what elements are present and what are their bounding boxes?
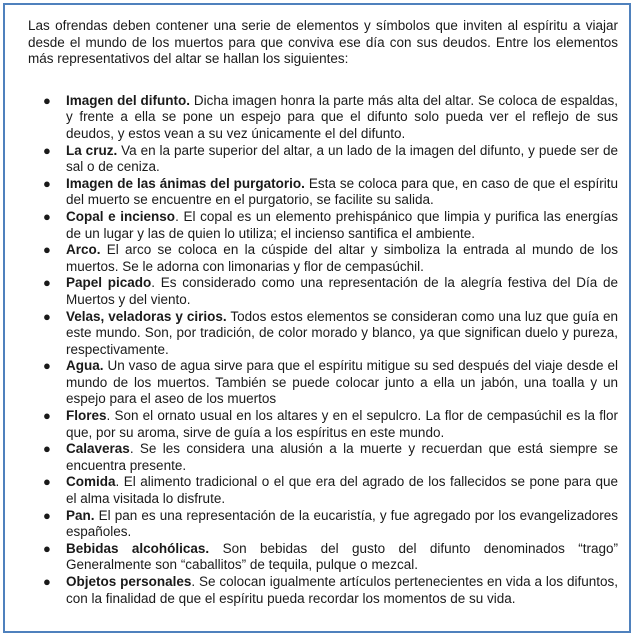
item-term: La cruz. (66, 142, 118, 158)
list-item (43, 358, 618, 408)
item-text: . El alimento tradicional o el que era del agrado de los fallecidos se pone para que el alma visitada lo disfrute. (66, 474, 618, 507)
item-text: . Se colocan igualmente artículos pertenecientes en vida a los difuntos, con la finalidad de que el espíritu pueda recordar los momentos de su vida. (66, 574, 618, 606)
list-item (43, 208, 618, 242)
bullet-icon: ● (43, 408, 51, 424)
list-item (43, 441, 618, 474)
list-item (43, 275, 619, 308)
bullet-icon: ● (43, 92, 51, 108)
list-item (43, 474, 618, 507)
list-item (43, 308, 618, 359)
item-term: Agua. (66, 358, 104, 374)
bullet-icon: ● (43, 441, 51, 457)
item-term: Velas, veladoras y cirios. (66, 308, 227, 324)
item-text: Son bebidas del gusto del difunto denominados “trago” Generalmente son “caballitos” de tequila, pulque o mezcal. (66, 540, 618, 573)
bullet-icon: ● (43, 540, 51, 556)
item-text: Todos estos elementos se consideran como una luz que guía en este mundo. Son, por tradición, de color morado y blanco, ya que significan duelo y pureza, respectivamente. (66, 308, 618, 357)
list-item (43, 242, 618, 275)
bullet-icon: ● (43, 142, 51, 158)
item-term: Imagen de las ánimas del purgatorio. (66, 175, 305, 191)
item-term: Imagen del difunto. (66, 92, 191, 108)
item-text: El pan es una representación de la eucaristía, y fue agregado por los evangelizadores españoles. (66, 507, 618, 540)
bullet-icon: ● (43, 242, 51, 258)
item-text: . El copal es un elemento prehispánico que limpia y purifica las energías de un lugar y las de quien lo utiliza; el incienso santifica el ambiente. (66, 208, 618, 241)
item-text: El arco se coloca en la cúspide del altar y simboliza la entrada al mundo de los muertos. Se le adorna con limonarias y flor de cempasúchil. (66, 242, 618, 274)
bullet-icon: ● (43, 275, 51, 291)
item-term: Papel picado (66, 275, 152, 291)
list-item (43, 540, 618, 574)
item-text: Un vaso de agua sirve para que el espíritu mitigue su sed después del viaje desde el mundo de los muertos. También se puede colocar junto a ella un jabón, una toalla y un espejo para el aseo de los muertos (66, 358, 618, 407)
item-term: Pan. (66, 507, 95, 523)
bullet-icon: ● (43, 507, 51, 523)
bullet-icon: ● (43, 208, 51, 224)
bullet-icon: ● (43, 308, 51, 324)
item-text: Va en la parte superior del altar, a un lado de la imagen del difunto, y puede ser de sal o de ceniza. (66, 142, 618, 175)
list-item (43, 142, 618, 176)
bullet-icon: ● (43, 358, 51, 374)
item-text: Dicha imagen honra la parte más alta del altar. Se coloca de espaldas, y frente a ella se pone un espejo para que el difunto solo pueda ver el reflejo de sus deudos, y estos vean a su vez únicamente el del difunto. (66, 92, 618, 141)
bullet-icon: ● (43, 574, 51, 589)
item-term: Arco. (66, 242, 101, 258)
item-text: . Son el ornato usual en los altares y en el sepulcro. La flor de cempasúchil es la flor que, por su aroma, sirve de guía a los espíritus en este mundo. (66, 408, 618, 440)
item-term: Flores (66, 408, 107, 424)
list-item (43, 175, 618, 209)
list-item (43, 574, 618, 607)
document-body (28, 18, 618, 607)
list-item (43, 408, 618, 441)
item-term: Comida (66, 474, 116, 490)
list-item (43, 507, 618, 541)
item-term: Calaveras (66, 441, 130, 457)
item-term: Objetos personales (66, 574, 192, 589)
item-text: Esta se coloca para que, en caso de que el espíritu del muerto se encuentre en el purgatorio, se facilite su salida. (66, 175, 618, 208)
item-text: . Es considerado como una representación de la alegría festiva del Día de Muertos y del viento. (66, 275, 619, 307)
item-term: Bebidas alcohólicas. (66, 540, 210, 556)
altar-elements-list (28, 93, 618, 607)
intro-paragraph: Las ofrendas deben contener una serie de elementos y símbolos que inviten al espíritu a viajar desde el mundo de los muertos para que conviva ese día con sus deudos. Entre los elementos más representativos del altar se hallan los siguientes: (28, 18, 618, 67)
bullet-icon: ● (43, 474, 51, 490)
bullet-icon: ● (43, 175, 51, 191)
item-text: . Se les considera una alusión a la muerte y recuerdan que está siempre se encuentra presente. (66, 441, 618, 473)
item-term: Copal e incienso (66, 208, 176, 224)
list-item (43, 92, 618, 143)
document-frame (3, 3, 631, 633)
